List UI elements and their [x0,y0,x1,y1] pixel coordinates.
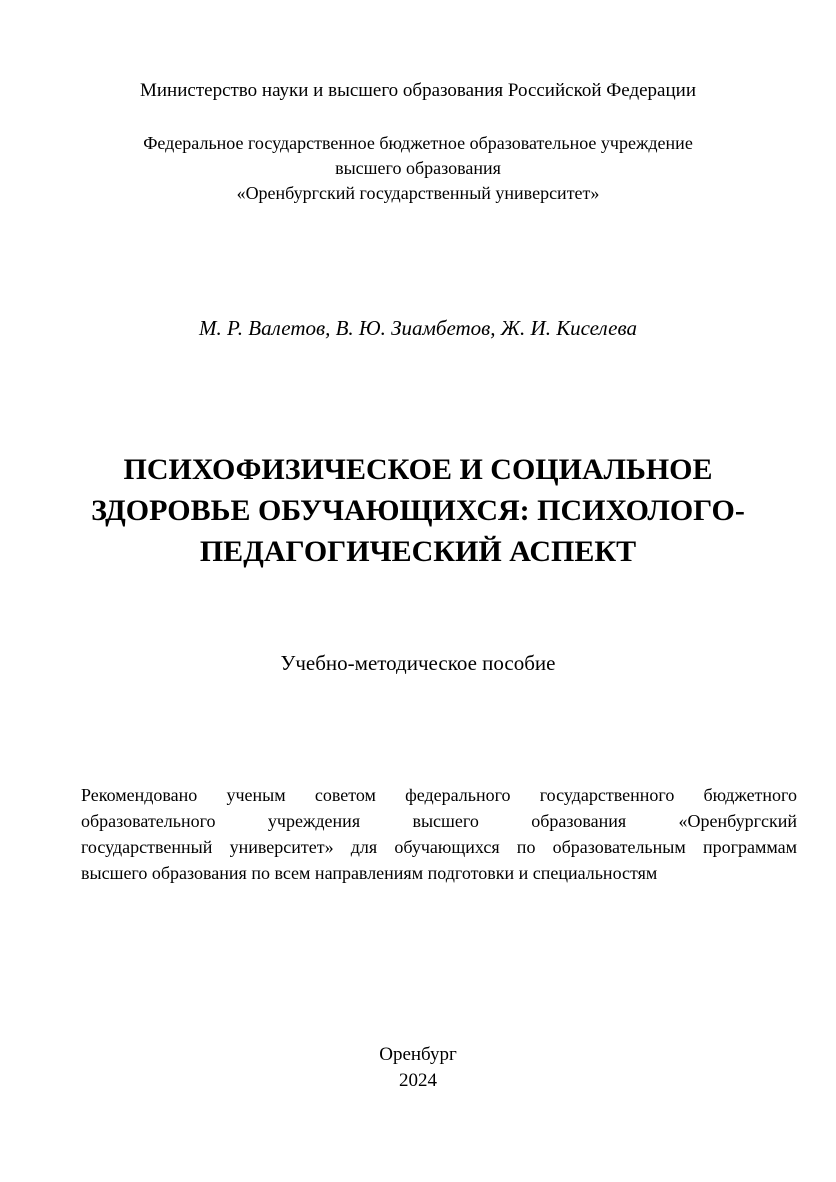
title-line-3: ПЕДАГОГИЧЕСКИЙ АСПЕКТ [199,535,637,568]
title-line-2: ЗДОРОВЬЕ ОБУЧАЮЩИХСЯ: ПСИХОЛОГО- [91,494,745,527]
recommendation-line-3: государственный университет» для обучающихся по образовательным программам [81,837,797,857]
authors: М. Р. Валетов, В. Ю. Зиамбетов, Ж. И. Киселева [199,316,637,340]
document-type: Учебно-методическое пособие [280,651,556,675]
ministry-name: Министерство науки и высшего образования Российской Федерации [140,80,696,101]
publication-city: Оренбург [379,1044,457,1065]
title-line-1: ПСИХОФИЗИЧЕСКОЕ И СОЦИАЛЬНОЕ [123,453,713,486]
publication-year: 2024 [399,1070,437,1091]
recommendation-line-2: образовательного учреждения высшего образования «Оренбургский [81,811,797,831]
document-title [0,449,836,572]
institution-line-3: «Оренбургский государственный университет» [236,183,600,203]
institution-line-1: Федеральное государственное бюджетное образовательное учреждение [143,133,693,153]
recommendation-line-1: Рекомендовано ученым советом федерального государственного бюджетного [81,785,797,805]
institution-line-2: высшего образования [335,158,501,178]
recommendation-line-4: высшего образования по всем направлениям подготовки и специальностям [81,863,658,883]
institution-name [0,131,836,206]
recommendation-paragraph [81,782,797,886]
